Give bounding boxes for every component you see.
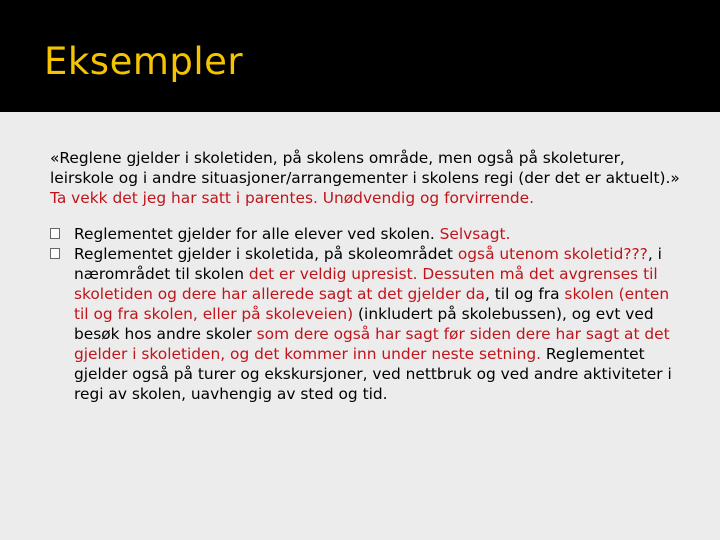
bullet-comment: også utenom skoletid??? (457, 245, 648, 263)
square-bullet-icon (50, 228, 60, 239)
quote-paragraph (50, 148, 680, 208)
bullet-comment: det er veldig upresist. Dessuten må det avgrenses til skoletiden og dere har allerede sagt at det gjelder da (74, 265, 658, 303)
bullet-text: Reglementet gjelder for alle elever ved skolen. (74, 225, 435, 243)
bullet-text: , til og fra (484, 285, 560, 303)
bullet-item (50, 224, 680, 244)
bullet-comment: som dere også har sagt før siden dere har sagt at det gjelder i skoletiden, og det kommer inn under neste setning. (74, 325, 670, 363)
bullet-list (50, 224, 680, 404)
bullet-comment: skolen (enten til og fra skolen, eller på skoleveien) (74, 285, 670, 323)
quote-text: «Reglene gjelder i skoletiden, på skolens område, men også på skoleturer, leirskole og i andre situasjoner/arrangementer i skolens regi (der det er aktuelt).» (50, 149, 680, 187)
bullet-comment: Selvsagt. (439, 225, 511, 243)
title-band (0, 0, 720, 112)
bullet-text: , i nærområdet til skolen (74, 245, 662, 283)
slide-title: Eksempler (44, 40, 244, 83)
slide-content (0, 112, 720, 540)
bullet-text: (inkludert på skolebussen), og evt ved besøk hos andre skoler (74, 305, 654, 343)
bullet-text: Reglementet gjelder også på turer og ekskursjoner, ved nettbruk og ved andre aktiviteter i regi av skolen, uavhengig av sted og tid. (74, 345, 672, 403)
body-text (50, 148, 680, 404)
bullet-text: Reglementet gjelder i skoletida, på skoleområdet (74, 245, 453, 263)
square-bullet-icon (50, 248, 60, 259)
bullet-item (50, 244, 680, 404)
quote-comment: Ta vekk det jeg har satt i parentes. Unødvendig og forvirrende. (50, 189, 535, 207)
